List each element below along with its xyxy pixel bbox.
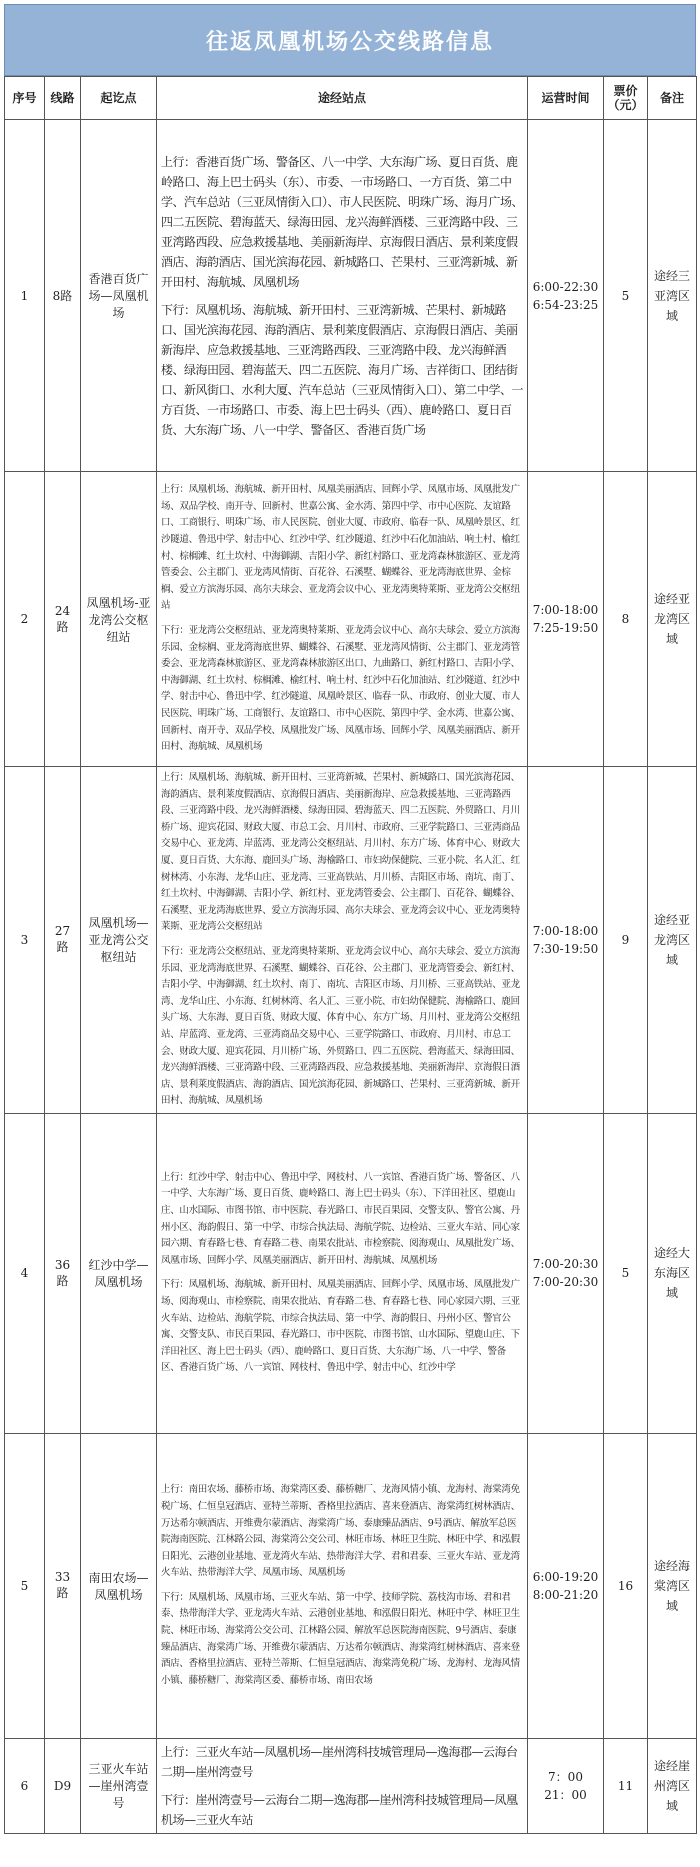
table-row [5, 767, 697, 1114]
table-row [5, 1433, 697, 1738]
cell-hours [528, 120, 604, 472]
cell-line: 33路 [45, 1433, 81, 1738]
cell-note: 途经崖州湾区域 [648, 1738, 697, 1833]
down-direction-stops: 下行：凤凰机场、凤凰市场、三亚火车站、第一中学、技师学院、荔枝沟市场、君和君泰、热带海洋大学、亚龙湾火车站、云港创业基地、和泓假日阳光、林旺中学、林旺卫生院、林旺市场、海棠湾公交公司、江林路公园、解放军总医院海南医院、9号酒店、泰康臻品酒店、海棠湾广场、开维费尔蒙酒店、万达希尔顿酒店、海棠湾红树林酒店、喜来登酒店、香格里拉酒店、亚特兰蒂斯、仁恒皇冠酒店、海棠湾免税广场、龙海村、龙海风情小镇、藤桥糖厂、海棠湾区委、藤桥市场、南田农场 [161, 1591, 520, 1686]
hours-up: 6:00-19:20 [532, 1569, 599, 1584]
cell-line: D9 [45, 1738, 81, 1833]
header-line: 线路 [45, 77, 81, 120]
cell-endpoints: 南田农场—凤凰机场 [81, 1433, 157, 1738]
hours-down: 7:30-19:50 [532, 941, 599, 956]
cell-fare: 9 [604, 767, 648, 1114]
up-direction-stops: 上行：凤凰机场、海航城、新开田村、三亚湾新城、芒果村、新城路口、国光滨海花园、海韵酒店、景利莱度假酒店、京海假日酒店、美丽新海岸、应急救援基地、三亚湾路西段、三亚湾路中段、龙兴海鲜酒楼、绿海田园、碧海蓝天、四二五医院、外贸路口、月川桥广场、迎宾花园、财政大厦、市总工会、月川村、市政府、三亚学院路口、三亚湾商品交易中心、亚龙湾、岸蓝湾、亚龙湾公交枢纽站、月川村、东方广场、体育中心、财政大厦、夏日百货、大东海、鹿回头广场、海榆路口、市妇幼保健院、三亚小院、名人汇、红树林湾、小东海、龙华山庄、亚龙湾、三亚高铁站、月川桥、吉阳区市场、南坑、南丁、红土坎村、中海御湖、吉阳小学、新红村、亚龙湾管委会、公主郡门、百花谷、蝴蝶谷、石溪墅、亚龙湾海底世界、爱立方滨海乐园、高尔夫球会、亚龙湾会议中心、亚龙湾奥特莱斯、亚龙湾公交枢纽站 [161, 772, 520, 933]
cell-stops [157, 1738, 528, 1833]
cell-hours [528, 472, 604, 767]
cell-stops [157, 1433, 528, 1738]
down-direction-stops: 下行：崖州湾壹号—云海台二期—逸海郡—崖州湾科技城管理局—凤凰机场—三亚火车站 [161, 1792, 518, 1827]
table-row [5, 1113, 697, 1433]
up-direction-stops: 上行：凤凰机场、海航城、新开田村、凤凰美丽酒店、回辉小学、凤凰市场、凤凰批发广场、双品学校、南开寺、回新村、世嘉公寓、金水湾、第四中学、市中心医院、友谊路口、工商银行、明珠广场、市人民医院、创业大厦、市政府、临春一队、凤凰岭景区、红沙隧道、鲁迅中学、射击中心、红沙中学、红沙隧道、红沙中石化加油站、响土村、榆红村、棕榈滩、红土坎村、中海御湖、吉阳小学、新红村路口、亚龙湾森林旅游区、亚龙湾管委会、公主郡门、亚龙湾风情街、百花谷、石溪墅、蝴蝶谷、亚龙湾海底世界、金棕榈、爱立方滨海乐园、高尔夫球会、亚龙湾会议中心、亚龙湾奥特莱斯、亚龙湾公交枢纽站 [161, 484, 520, 612]
hours-down: 7:25-19:50 [532, 621, 599, 635]
table-row [5, 120, 697, 472]
down-direction-stops: 下行：凤凰机场、海航城、新开田村、凤凰美丽酒店、回辉小学、凤凰市场、凤凰批发广场、阅海观山、市检察院、南果农批站、育春路二巷、育春路七巷、同心家园六期、三亚火车站、边检站、海航学院、市综合执法局、第一中学、海韵假日、丹州小区、警官公寓、交警支队、市民百果园、春光路口、市中医院、市图书馆、山水国际、望鹿山庄、下洋田社区、海上巴士码头（西）、鹿岭路口、夏日百货、大东海广场、八一中学、警备区、香港百货广场、八一宾馆、网枝村、鲁迅中学、射击中心、红沙中学 [161, 1279, 520, 1374]
cell-no: 6 [5, 1738, 45, 1833]
down-direction-stops: 下行：凤凰机场、海航城、新开田村、三亚湾新城、芒果村、新城路口、国光滨海花园、海韵酒店、景利莱度假酒店、京海假日酒店、美丽新海岸、应急救援基地、三亚湾路西段、三亚湾路中段、龙兴海鲜酒楼、绿海田园、碧海蓝天、四二五医院、海月广场、吉祥街口、团结街口、新风街口、水利大厦、汽车总站（三亚凤情街入口）、第二中学、一方百货、一市场路口、市委、海上巴士码头（西）、鹿岭路口、夏日百货、大东海广场、八一中学、警备区、香港百货广场 [161, 302, 524, 437]
hours-up: 7：00 [548, 1769, 583, 1784]
cell-hours [528, 1738, 604, 1833]
hours-down: 6:54-23:25 [532, 297, 599, 312]
hours-down: 21：00 [544, 1787, 587, 1802]
header-fare: 票价（元） [604, 77, 648, 120]
cell-hours [528, 1433, 604, 1738]
header-hours: 运营时间 [528, 77, 604, 120]
cell-hours [528, 1113, 604, 1433]
cell-note: 途经大东海区域 [648, 1113, 697, 1433]
up-direction-stops: 上行：南田农场、藤桥市场、海棠湾区委、藤桥糖厂、龙海风情小镇、龙海村、海棠湾免税广场、仁恒皇冠酒店、亚特兰蒂斯、香格里拉酒店、喜来登酒店、海棠湾红树林酒店、万达希尔顿酒店、开维费尔蒙酒店、海棠湾广场、泰康臻品酒店、9号酒店、解放军总医院海南医院、江林路公园、海棠湾公交公司、林旺市场、林旺卫生院、林旺中学、和泓假日阳光、云港创业基地、亚龙湾火车站、热带海洋大学、君和君泰、三亚火车站、亚龙湾火车站、热带海洋大学、凤凰市场、凤凰机场 [161, 1484, 520, 1579]
hours-up: 6:00-22:30 [532, 279, 599, 294]
down-direction-stops: 下行：亚龙湾公交枢纽站、亚龙湾奥特莱斯、亚龙湾会议中心、高尔夫球会、爱立方滨海乐园、金棕榈、亚龙湾海底世界、蝴蝶谷、石溪墅、亚龙湾风情街、公主郡门、亚龙湾管委会、亚龙湾森林旅游区、亚龙湾森林旅游区出口、九曲路口、新红村路口、吉阳小学、中海御湖、红土坎村、棕榈滩、榆红村、响土村、红沙中石化加油站、红沙隧道、红沙中学、射击中心、鲁迅中学、红沙隧道、凤凰岭景区、临春一队、市政府、创业大厦、市人民医院、明珠广场、工商银行、友谊路口、市中心医院、第四中学、金水湾、世嘉公寓、回新村、南开寺、双品学校、凤凰批发广场、凤凰市场、回辉小学、凤凰美丽酒店、新开田村、海航城、凤凰机场 [161, 625, 520, 753]
cell-fare: 16 [604, 1433, 648, 1738]
cell-line: 36路 [45, 1113, 81, 1433]
cell-stops [157, 767, 528, 1114]
cell-stops [157, 120, 528, 472]
table-row [5, 472, 697, 767]
cell-line: 27路 [45, 767, 81, 1114]
cell-stops [157, 1113, 528, 1433]
cell-fare: 11 [604, 1738, 648, 1833]
header-stops: 途经站点 [157, 77, 528, 120]
hours-up: 7:00-18:00 [532, 923, 599, 938]
cell-endpoints: 凤凰机场—亚龙湾公交枢纽站 [81, 767, 157, 1114]
cell-fare: 5 [604, 120, 648, 472]
header-endpoints: 起讫点 [81, 77, 157, 120]
header-no: 序号 [5, 77, 45, 120]
cell-line: 24路 [45, 472, 81, 767]
cell-note: 途经海棠湾区域 [648, 1433, 697, 1738]
bus-route-table [4, 76, 697, 1834]
cell-hours [528, 767, 604, 1114]
table-header-row [5, 77, 697, 120]
cell-endpoints: 红沙中学—凤凰机场 [81, 1113, 157, 1433]
up-direction-stops: 上行：三亚火车站—凤凰机场—崖州湾科技城管理局—逸海郡—云海台二期—崖州湾壹号 [161, 1744, 518, 1779]
cell-note: 途经三亚湾区域 [648, 120, 697, 472]
header-note: 备注 [648, 77, 697, 120]
cell-endpoints: 三亚火车站—崖州湾壹号 [81, 1738, 157, 1833]
cell-no: 4 [5, 1113, 45, 1433]
hours-down: 7:00-20:30 [532, 1275, 599, 1290]
up-direction-stops: 上行：红沙中学、射击中心、鲁迅中学、网枝村、八一宾馆、香港百货广场、警备区、八一中学、大东海广场、夏日百货、鹿岭路口、海上巴士码头（东）、下洋田社区、望鹿山庄、山水国际、市图书馆、市中医院、春光路口、市民百果园、交警支队、警官公寓、丹州小区、海韵假日、第一中学、市综合执法局、海航学院、边检站、三亚火车站、同心家园六期、育春路七巷、育春路二巷、南果农批站、市检察院、阅海观山、凤凰批发广场、凤凰市场、回辉小学、凤凰美丽酒店、新开田村、海航城、凤凰机场 [161, 1171, 520, 1266]
up-direction-stops: 上行：香港百货广场、警备区、八一中学、大东海广场、夏日百货、鹿岭路口、海上巴士码头（东）、市委、一市场路口、一方百货、第二中学、汽车总站（三亚凤情街入口）、市人民医院、明珠广场、海月广场、四二五医院、碧海蓝天、绿海田园、龙兴海鲜酒楼、三亚湾路中段、三亚湾路西段、应急救援基地、美丽新海岸、京海假日酒店、景利莱度假酒店、海韵酒店、国光滨海花园、新城路口、芒果村、三亚湾新城、新开田村、海航城、凤凰机场 [161, 154, 524, 289]
cell-fare: 8 [604, 472, 648, 767]
cell-note: 途经亚龙湾区域 [648, 472, 697, 767]
cell-fare: 5 [604, 1113, 648, 1433]
cell-no: 1 [5, 120, 45, 472]
cell-stops [157, 472, 528, 767]
hours-up: 7:00-20:30 [532, 1257, 599, 1272]
cell-no: 2 [5, 472, 45, 767]
cell-line: 8路 [45, 120, 81, 472]
hours-down: 8:00-21:20 [532, 1587, 599, 1602]
page-title: 往返凤凰机场公交线路信息 [4, 4, 696, 76]
hours-up: 7:00-18:00 [532, 603, 599, 617]
cell-no: 5 [5, 1433, 45, 1738]
cell-no: 3 [5, 767, 45, 1114]
table-row [5, 1738, 697, 1833]
cell-endpoints: 凤凰机场-亚龙湾公交枢纽站 [81, 472, 157, 767]
cell-note: 途经亚龙湾区域 [648, 767, 697, 1114]
down-direction-stops: 下行：亚龙湾公交枢纽站、亚龙湾奥特莱斯、亚龙湾会议中心、高尔夫球会、爱立方滨海乐园、亚龙湾海底世界、石溪墅、蝴蝶谷、百花谷、公主郡门、亚龙湾管委会、新红村、吉阳小学、中海御湖、红土坎村、南丁、南坑、吉阳区市场、月川桥、三亚高铁站、亚龙湾、龙华山庄、小东海、红树林湾、名人汇、三亚小院、市妇幼保健院、海榆路口、鹿回头广场、大东海、夏日百货、财政大厦、体育中心、东方广场、月川村、亚龙湾公交枢纽站、岸蓝湾、亚龙湾、三亚湾商品交易中心、三亚学院路口、市政府、月川村、市总工会、财政大厦、迎宾花园、月川桥广场、外贸路口、四二五医院、碧海蓝天、绿海田园、龙兴海鲜酒楼、三亚湾路中段、三亚湾路西段、应急救援基地、美丽新海岸、京海假日酒店、景利莱度假酒店、海韵酒店、国光滨海花园、新城路口、芒果村、三亚湾新城、新开田村、海航城、凤凰机场 [161, 945, 520, 1107]
cell-endpoints: 香港百货广场—凤凰机场 [81, 120, 157, 472]
